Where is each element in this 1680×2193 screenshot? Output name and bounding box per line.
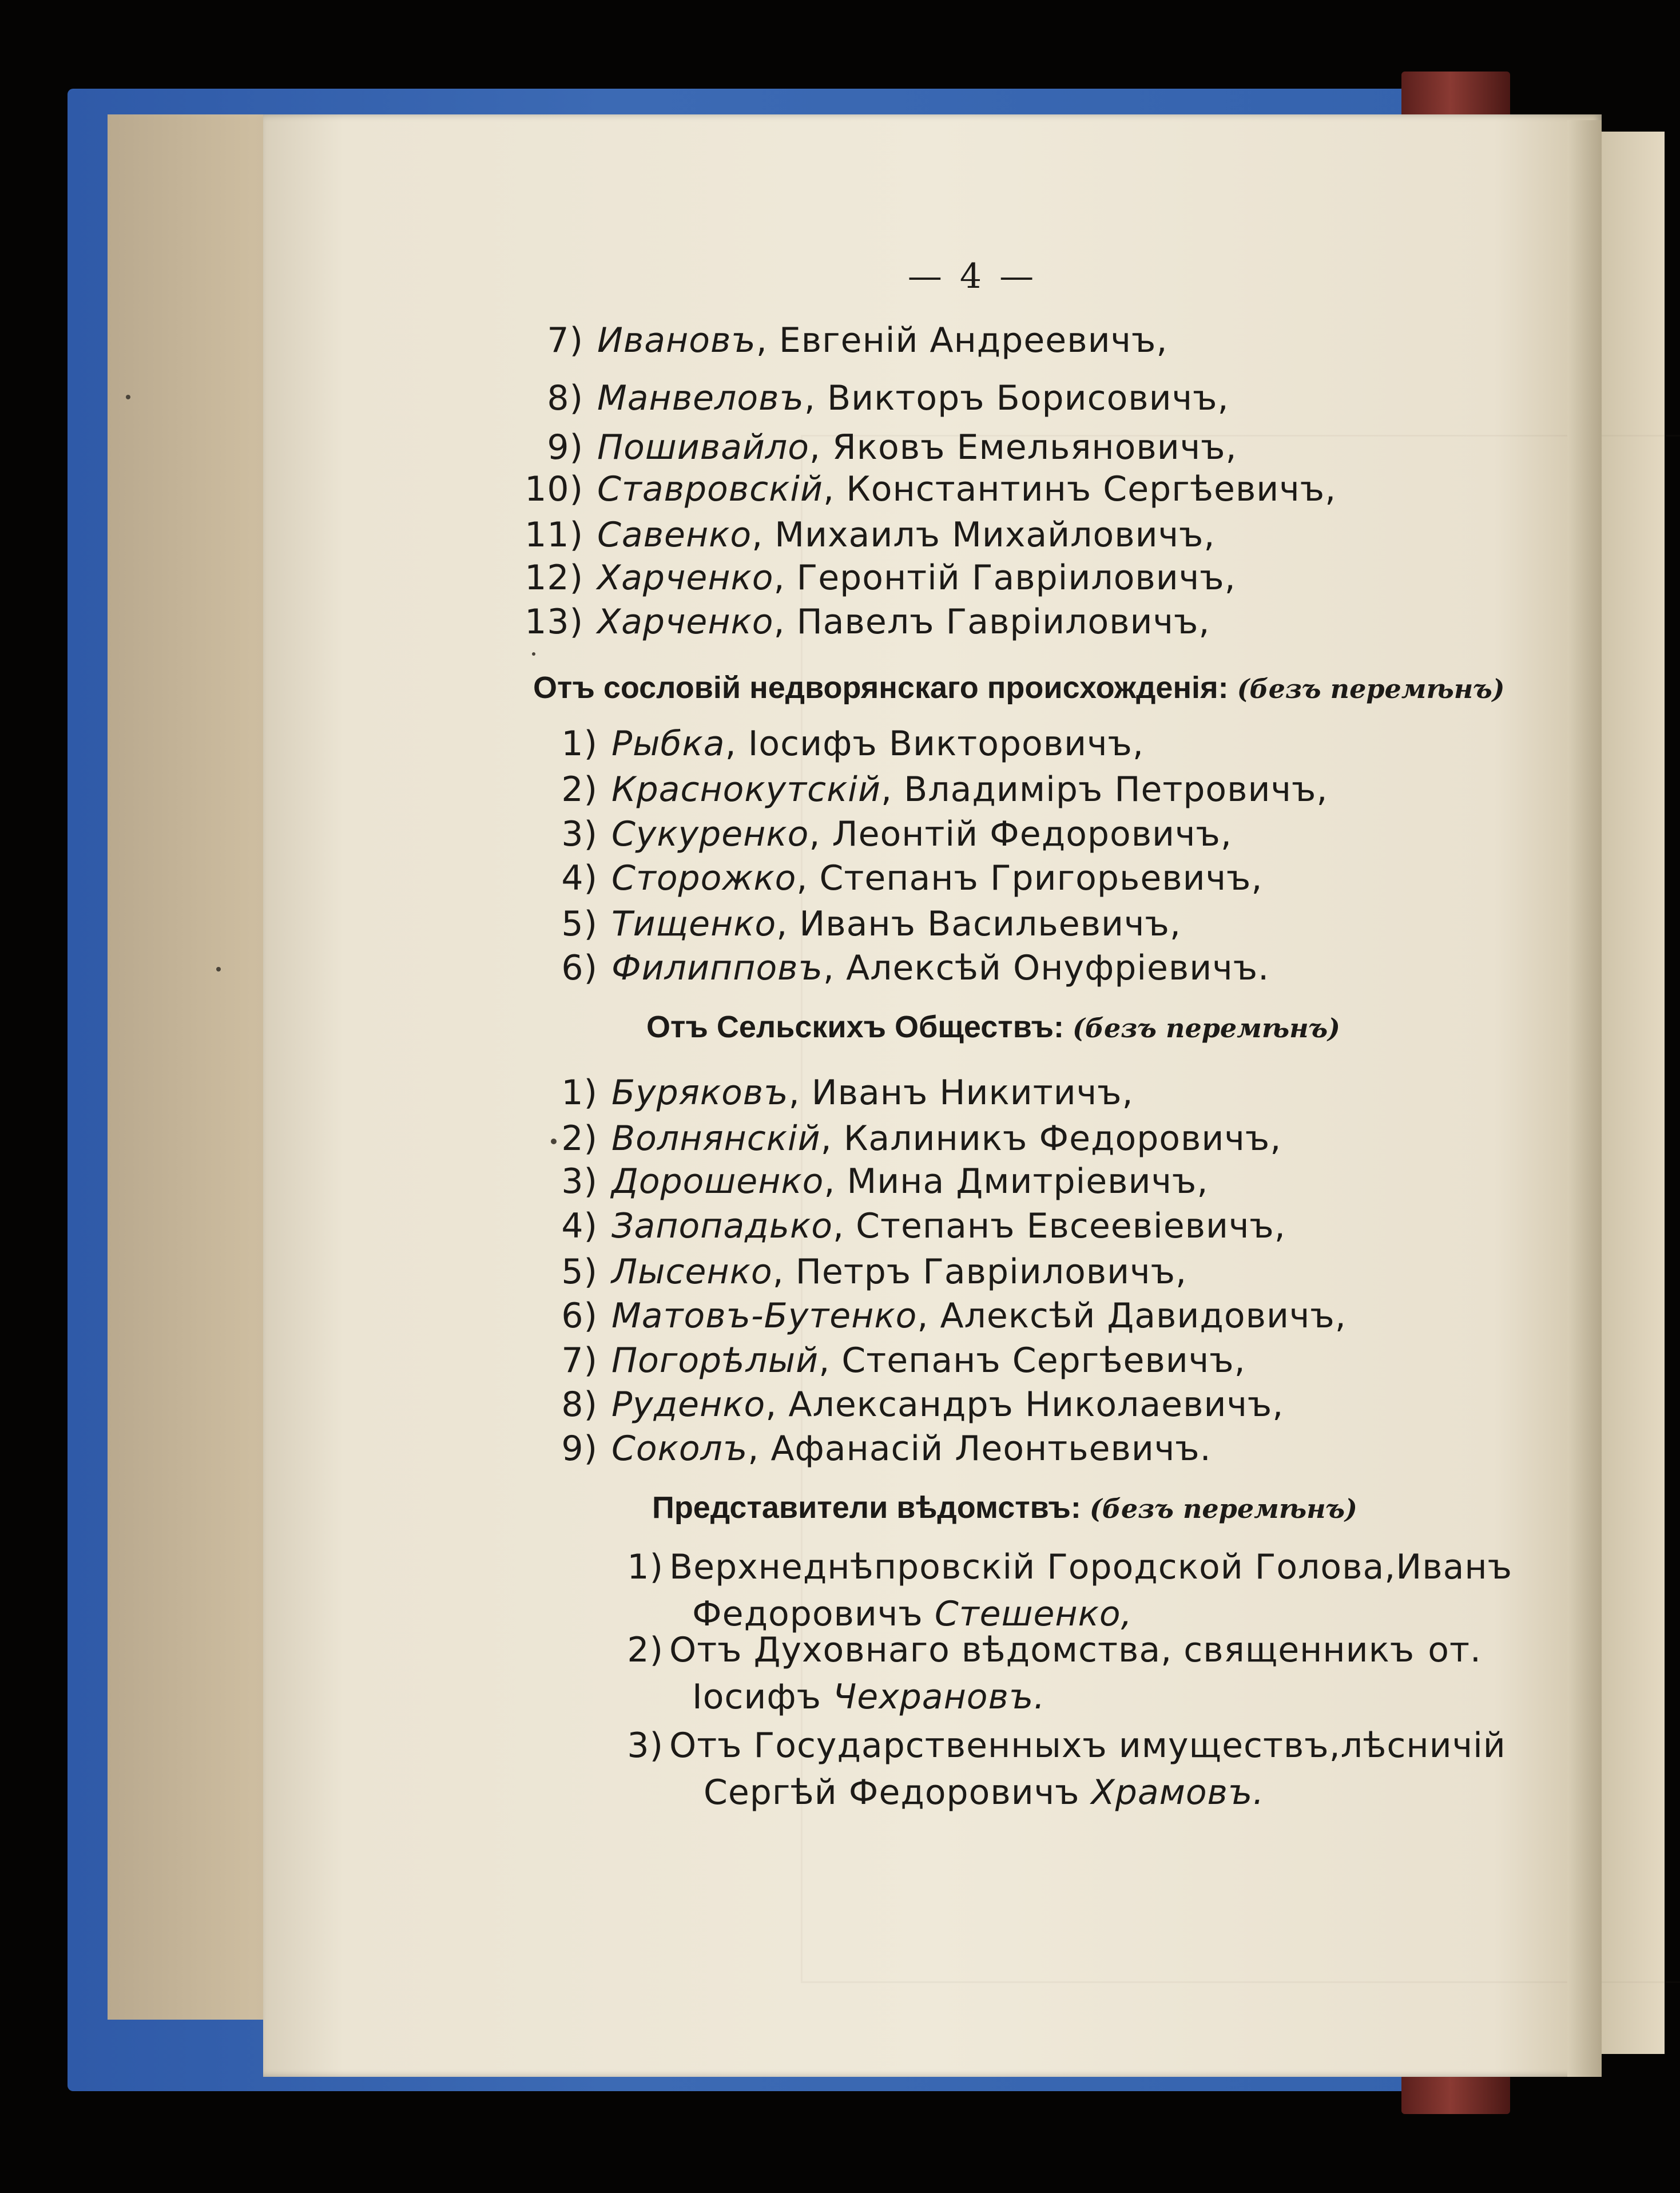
list-item: 4) Сторожко, Степанъ Григорьевичъ, (561, 858, 1263, 898)
page-number: — 4 — (907, 256, 1038, 296)
representative-entry: 3) Отъ Государственныхъ имуществъ, лѣсничій Сергѣй Федоровичъ Храмовъ. (627, 1726, 1506, 1813)
list-item: 12) Харченко, Геронтій Гавріиловичъ, (525, 558, 1236, 598)
list-item: 5) Лысенко, Петръ Гавріиловичъ, (561, 1252, 1187, 1292)
list-item: 9) Пошивайло, Яковъ Емельяновичъ, (547, 427, 1237, 467)
list-item: 1) Буряковъ, Иванъ Никитичъ, (561, 1073, 1134, 1113)
representative-entry: 1) Верхнеднѣпровскій Городской Голова, Иванъ Федоровичъ Стешенко, (627, 1547, 1512, 1634)
list-item: 2) Волнянскій, Калиникъ Федоровичъ, (561, 1119, 1282, 1159)
list-item: 8) Манвеловъ, Викторъ Борисовичъ, (547, 378, 1229, 418)
section-heading: Отъ Сельскихъ Обществъ: (безъ перемѣнъ) (646, 1010, 1340, 1044)
list-item: 6) Филипповъ, Алексѣй Онуфріевичъ. (561, 948, 1270, 988)
list-item: 1) Рыбка, Іосифъ Викторовичъ, (561, 724, 1145, 764)
list-item: 10) Ставровскій, Константинъ Сергѣевичъ, (525, 469, 1337, 509)
list-item: 3) Дорошенко, Мина Дмитріевичъ, (561, 1161, 1209, 1201)
section-heading: Отъ сословій недворянскаго происхожденія: (безъ перемѣнъ) (533, 671, 1505, 705)
ink-speck (216, 967, 221, 971)
ink-speck (532, 652, 535, 656)
list-item: 11) Савенко, Михаилъ Михайловичъ, (525, 515, 1216, 555)
list-item: 8) Руденко, Александръ Николаевичъ, (561, 1385, 1284, 1425)
list-item: 13) Харченко, Павелъ Гавріиловичъ, (525, 602, 1210, 642)
list-item: 5) Тищенко, Иванъ Васильевичъ, (561, 904, 1181, 944)
list-item: 6) Матовъ-Бутенко, Алексѣй Давидовичъ, (561, 1296, 1347, 1336)
list-item: 7) Погорѣлый, Степанъ Сергѣевичъ, (561, 1341, 1246, 1381)
list-item: 9) Соколъ, Афанасій Леонтьевичъ. (561, 1429, 1212, 1469)
representative-entry: 2) Отъ Духовнаго вѣдомства, священникъ от. Іосифъ Чехрановъ. (627, 1630, 1482, 1717)
list-item: 4) Запопадько, Степанъ Евсеевіевичъ, (561, 1206, 1286, 1246)
section-heading: Представители вѣдомствъ: (безъ перемѣнъ) (652, 1490, 1357, 1525)
ink-speck (126, 395, 130, 399)
list-item: 3) Сукуренко, Леонтій Федоровичъ, (561, 814, 1232, 854)
list-item: 2) Краснокутскій, Владиміръ Петровичъ, (561, 770, 1328, 810)
ink-speck (551, 1139, 557, 1144)
list-item: 7) Ивановъ, Евгеній Андреевичъ, (547, 320, 1168, 360)
